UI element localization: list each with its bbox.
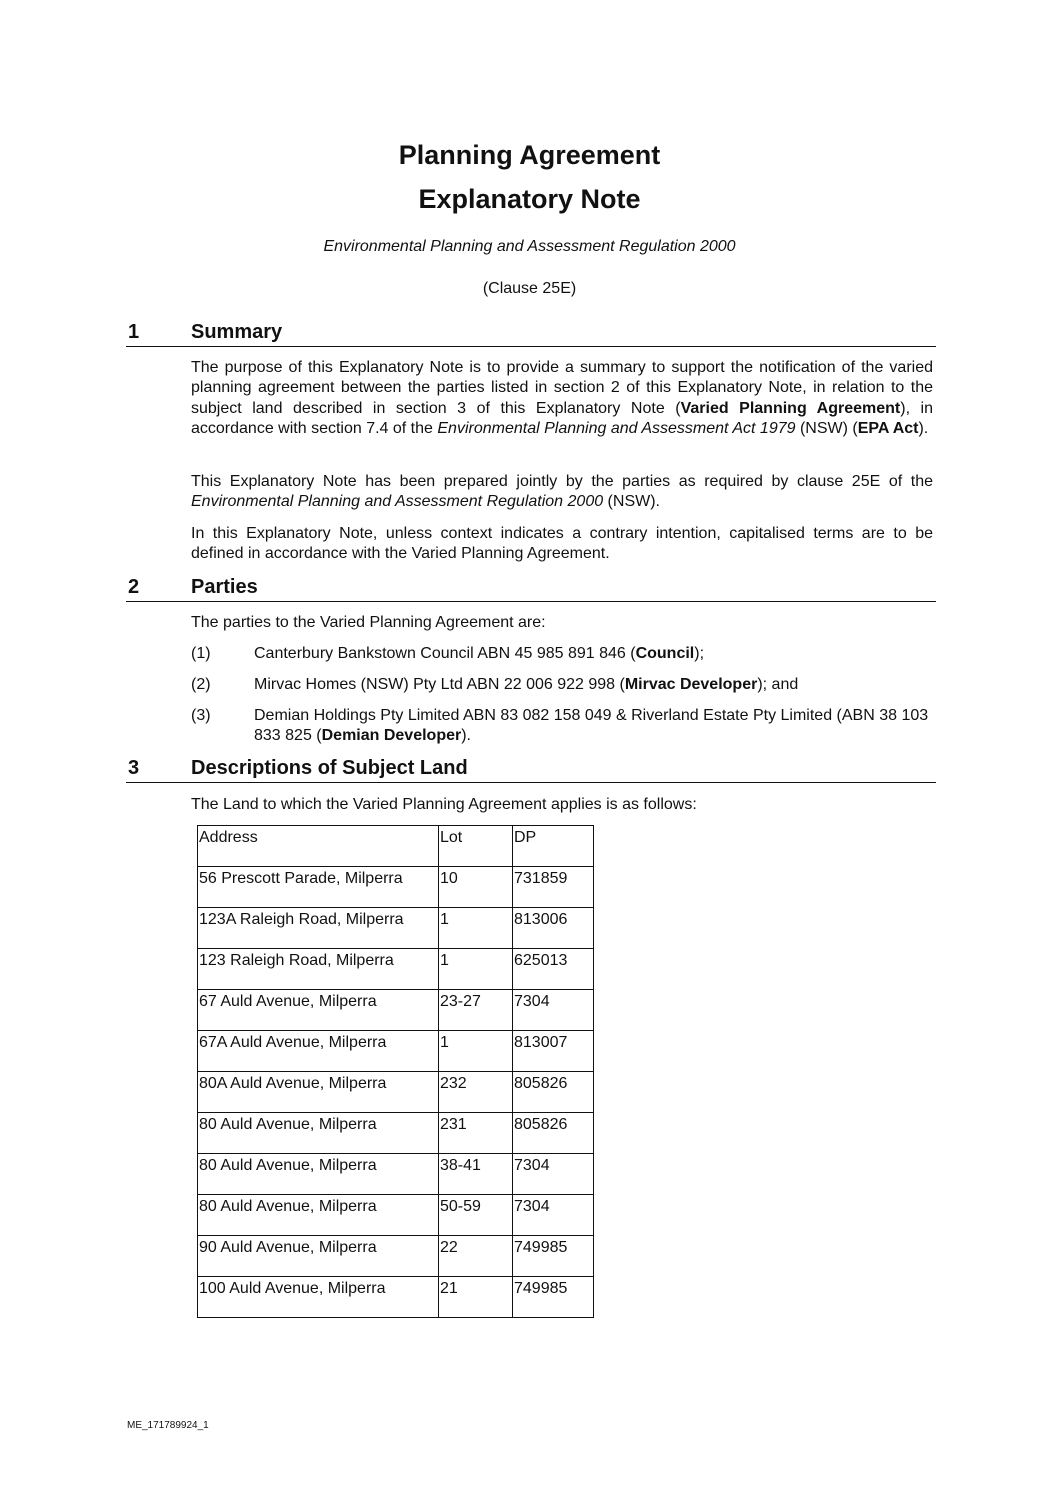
table-row: [198, 1113, 594, 1154]
document-title: Planning Agreement: [398, 140, 661, 170]
summary-paragraph-1: The purpose of this Explanatory Note is to provide a summary to support the notification of the varied planning agreement between the parties listed in section 2 of this Explanatory Note, in relation to the subject land described in section 3 of this Explanatory Note (Varied Planning Agreement), in accordance with section 7.4 of the Environmental Planning and Assessment Act 1979 (NSW) (EPA Act).: [191, 359, 934, 437]
cell-address: 123 Raleigh Road, Milperra: [198, 949, 439, 990]
summary-paragraph-2: This Explanatory Note has been prepared jointly by the parties as required by clause 25E of the Environmental Planning and Assessment Regulation 2000 (NSW).: [191, 473, 933, 511]
section-title: Summary: [191, 321, 283, 343]
column-header-lot: Lot: [439, 826, 513, 867]
cell-address: 67A Auld Avenue, Milperra: [198, 1031, 439, 1072]
cell-dp: 731859: [513, 867, 594, 908]
cell-lot: 1: [439, 1031, 513, 1072]
cell-lot: 22: [439, 1236, 513, 1277]
clause-reference: (Clause 25E): [482, 280, 577, 297]
land-table: [197, 825, 594, 1318]
footer-document-reference: ME_171789924_1: [127, 1420, 209, 1431]
column-header-address: Address: [198, 826, 439, 867]
table-row: [198, 908, 594, 949]
cell-address: 90 Auld Avenue, Milperra: [198, 1236, 439, 1277]
cell-address: 123A Raleigh Road, Milperra: [198, 908, 439, 949]
table-row: [198, 1031, 594, 1072]
section-number: 2: [128, 576, 140, 598]
table-row: [198, 990, 594, 1031]
cell-dp: 7304: [513, 1195, 594, 1236]
cell-address: 80A Auld Avenue, Milperra: [198, 1072, 439, 1113]
column-header-dp: DP: [513, 826, 594, 867]
cell-dp: 749985: [513, 1236, 594, 1277]
cell-dp: 7304: [513, 990, 594, 1031]
land-intro: The Land to which the Varied Planning Agreement applies is as follows:: [191, 796, 697, 813]
table-row: [198, 1236, 594, 1277]
cell-dp: 749985: [513, 1277, 594, 1318]
cell-dp: 813006: [513, 908, 594, 949]
section-heading-subject-land: [126, 756, 936, 783]
cell-lot: 21: [439, 1277, 513, 1318]
cell-lot: 232: [439, 1072, 513, 1113]
cell-dp: 7304: [513, 1154, 594, 1195]
section-heading-summary: [126, 320, 936, 347]
section-number: 1: [128, 321, 140, 343]
section-title: Parties: [191, 576, 258, 598]
table-row: [198, 1195, 594, 1236]
parties-intro: The parties to the Varied Planning Agreement are:: [191, 614, 546, 631]
cell-lot: 1: [439, 949, 513, 990]
table-row: [198, 949, 594, 990]
cell-dp: 805826: [513, 1072, 594, 1113]
section-heading-parties: [126, 575, 936, 602]
cell-lot: 10: [439, 867, 513, 908]
cell-address: 56 Prescott Parade, Milperra: [198, 867, 439, 908]
cell-dp: 805826: [513, 1113, 594, 1154]
cell-address: 80 Auld Avenue, Milperra: [198, 1154, 439, 1195]
table-header-row: [198, 826, 594, 867]
summary-paragraph-3: In this Explanatory Note, unless context indicates a contrary intention, capitalised terms are to be defined in accordance with the Varied Planning Agreement.: [191, 525, 933, 563]
cell-lot: 23-27: [439, 990, 513, 1031]
cell-lot: 38-41: [439, 1154, 513, 1195]
cell-address: 100 Auld Avenue, Milperra: [198, 1277, 439, 1318]
regulation-name: Environmental Planning and Assessment Regulation 2000: [323, 238, 736, 255]
table-row: [198, 1277, 594, 1318]
cell-lot: 1: [439, 908, 513, 949]
document-subtitle: Explanatory Note: [418, 184, 641, 214]
cell-lot: 231: [439, 1113, 513, 1154]
cell-address: 80 Auld Avenue, Milperra: [198, 1195, 439, 1236]
table-row: [198, 867, 594, 908]
cell-lot: 50-59: [439, 1195, 513, 1236]
cell-address: 67 Auld Avenue, Milperra: [198, 990, 439, 1031]
cell-dp: 625013: [513, 949, 594, 990]
section-number: 3: [128, 757, 140, 779]
section-title: Descriptions of Subject Land: [191, 757, 468, 779]
cell-dp: 813007: [513, 1031, 594, 1072]
table-row: [198, 1072, 594, 1113]
table-row: [198, 1154, 594, 1195]
cell-address: 80 Auld Avenue, Milperra: [198, 1113, 439, 1154]
